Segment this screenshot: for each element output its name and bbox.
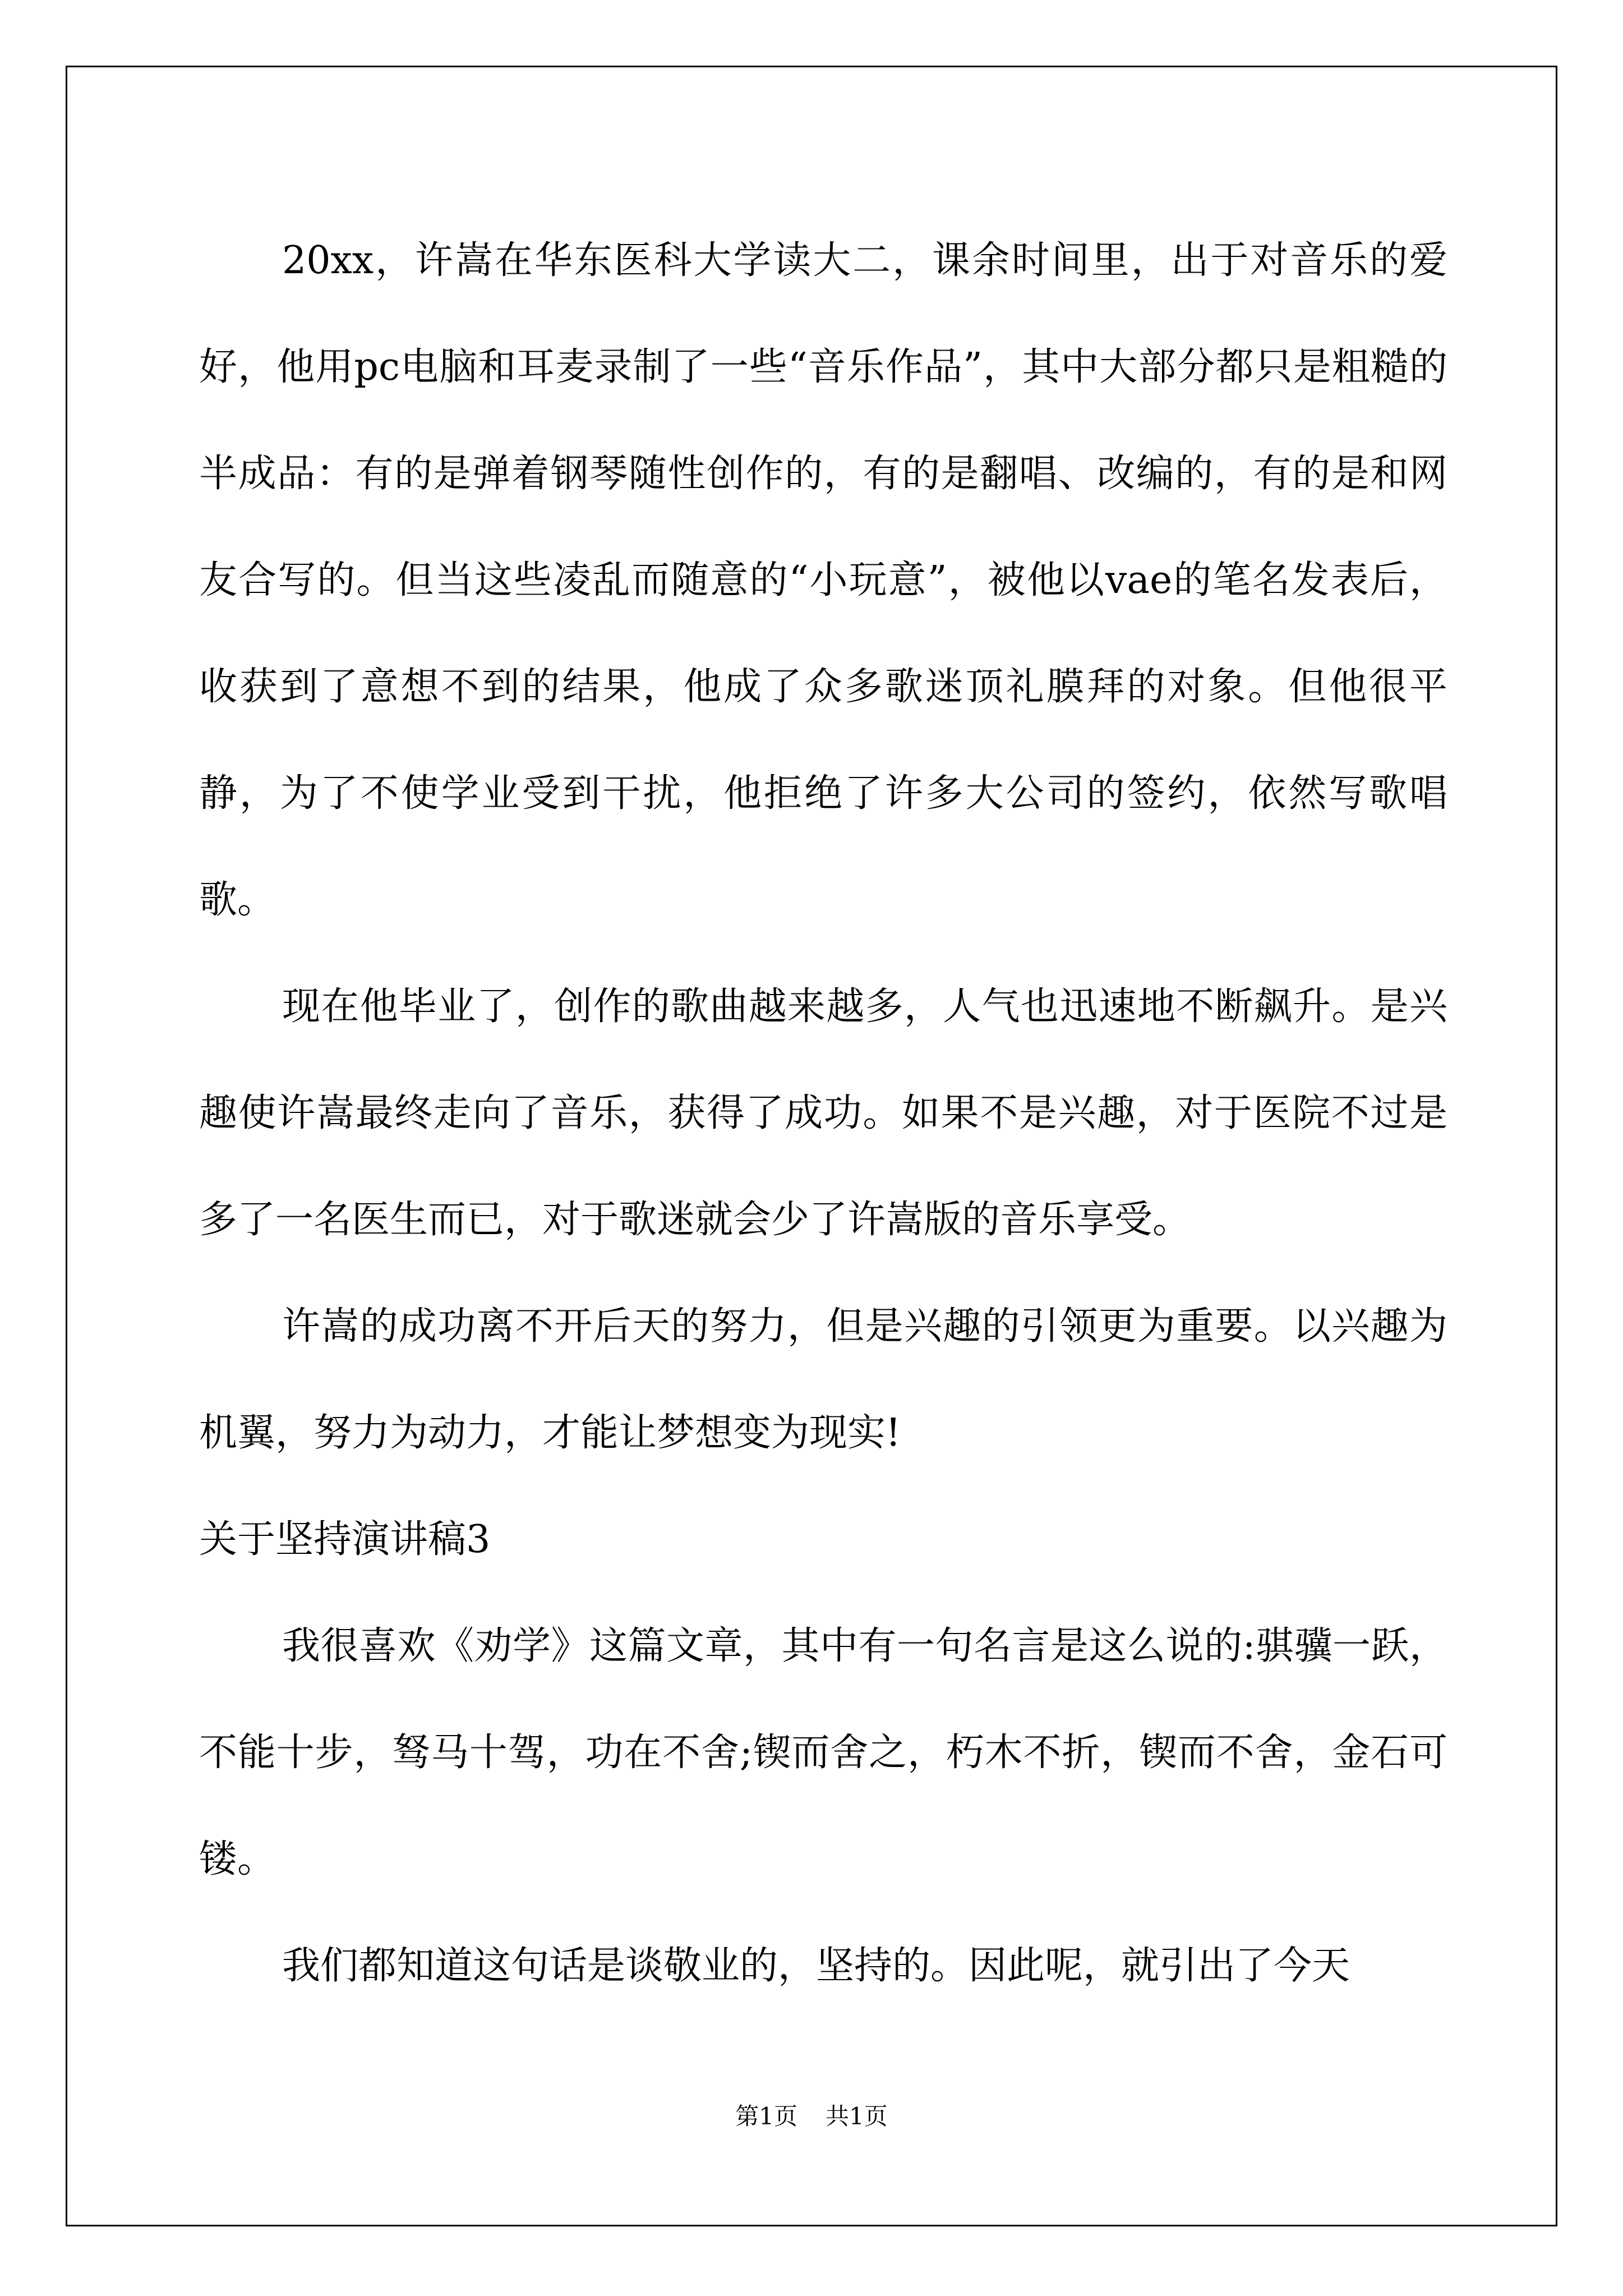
page-number: 第1页: [735, 2102, 797, 2130]
section-heading: 关于坚持演讲稿3: [199, 1517, 491, 1562]
paragraph-1: 20xx，许嵩在华东医科大学读大二，课余时间里，出于对音乐的爱好，他用pc电脑和耳麦录制了一些“音乐作品”，其中大部分都只是粗糙的半成品：有的是弹着钢琴随性创作的，有的是翻唱、改编的，有的是和网友合写的。但当这些凌乱而随意的“小玩意”，被他以vae的笔名发表后，收获到了意想不到的结果，他成了众多歌迷顶礼膜拜的对象。但他很平静，为了不使学业受到干扰，他拒绝了许多大公司的签约，依然写歌唱歌。: [199, 238, 1447, 922]
paragraph-2: 现在他毕业了，创作的歌曲越来越多，人气也迅速地不断飙升。是兴趣使许嵩最终走向了音乐，获得了成功。如果不是兴趣，对于医院不过是多了一名医生而已，对于歌迷就会少了许嵩版的音乐享受。: [199, 984, 1447, 1242]
page-total: 共1页: [826, 2102, 888, 2130]
document-body: [199, 208, 1447, 2019]
page-footer: [0, 2098, 1623, 2132]
paragraph-4: 我很喜欢《劝学》这篇文章，其中有一句名言是这么说的:骐骥一跃，不能十步，驽马十驾，功在不舍;锲而舍之，朽木不折，锲而不舍，金石可镂。: [199, 1624, 1447, 1881]
paragraph-5: 我们都知道这句话是谈敬业的，坚持的。因此呢，就引出了今天: [282, 1944, 1350, 1988]
paragraph-3: 许嵩的成功离不开后天的努力，但是兴趣的引领更为重要。以兴趣为机翼，努力为动力，才能让梦想变为现实!: [199, 1304, 1447, 1455]
